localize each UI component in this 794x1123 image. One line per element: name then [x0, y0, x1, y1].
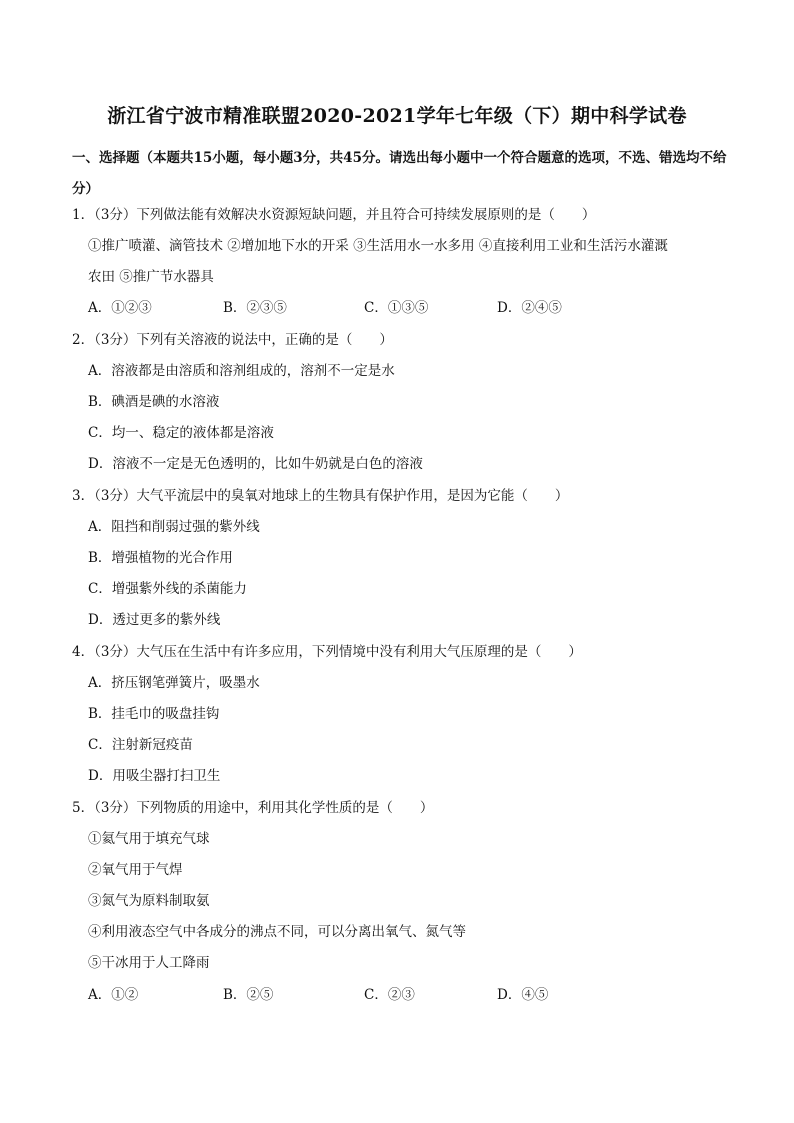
question-5-choice-c[interactable]: C．②③	[364, 987, 415, 1003]
question-5-item-4: ④利用液态空气中各成分的沸点不同，可以分离出氧气、氮气等	[88, 924, 466, 940]
question-3-choice-d[interactable]: D．透过更多的紫外线	[88, 612, 221, 628]
question-1-choice-c[interactable]: C．①③⑤	[364, 300, 429, 316]
question-5-choice-b[interactable]: B．②⑤	[223, 987, 274, 1003]
section-heading: 一、选择题（本题共15小题，每小题3分，共45分。请选出每小题中一个符合题意的选项，不选、错选均不给分）	[72, 150, 727, 197]
question-1-choices	[88, 298, 688, 318]
question-2-choice-c[interactable]: C．均一、稳定的液体都是溶液	[88, 425, 274, 441]
question-4-choice-d[interactable]: D．用吸尘器打扫卫生	[88, 768, 221, 784]
question-5-item-3: ③氮气为原料制取氨	[88, 893, 210, 909]
question-5-item-5: ⑤干冰用于人工降雨	[88, 955, 210, 971]
question-1-choice-b[interactable]: B．②③⑤	[223, 300, 287, 316]
question-4-stem: 4．（3分）大气压在生活中有许多应用，下列情境中没有利用大气压原理的是（ ）	[72, 644, 582, 660]
question-2-stem: 2．（3分）下列有关溶液的说法中，正确的是（ ）	[72, 332, 393, 348]
question-4-choice-c[interactable]: C．注射新冠疫苗	[88, 737, 193, 753]
question-3-choice-a[interactable]: A．阻挡和削弱过强的紫外线	[88, 519, 260, 535]
question-2-choice-b[interactable]: B．碘酒是碘的水溶液	[88, 394, 220, 410]
question-4-choice-b[interactable]: B．挂毛巾的吸盘挂钩	[88, 706, 220, 722]
question-5-item-1: ①氦气用于填充气球	[88, 831, 210, 847]
question-1-stem: 1．（3分）下列做法能有效解决水资源短缺问题，并且符合可持续发展原则的是（ ）	[72, 207, 596, 223]
question-4-choice-a[interactable]: A．挤压钢笔弹簧片，吸墨水	[88, 675, 260, 691]
question-3-choice-c[interactable]: C．增强紫外线的杀菌能力	[88, 581, 247, 597]
question-3-stem: 3．（3分）大气平流层中的臭氧对地球上的生物具有保护作用，是因为它能（ ）	[72, 488, 569, 504]
question-1-item-line-1: ①推广喷灌、滴管技术 ②增加地下水的开采 ③生活用水一水多用 ④直接利用工业和生活污水灌溉	[88, 238, 668, 254]
exam-title: 浙江省宁波市精准联盟2020-2021学年七年级（下）期中科学试卷	[107, 105, 687, 127]
question-5-stem: 5．（3分）下列物质的用途中，利用其化学性质的是（ ）	[72, 800, 434, 816]
question-3-choice-b[interactable]: B．增强植物的光合作用	[88, 550, 233, 566]
question-2-choice-a[interactable]: A．溶液都是由溶质和溶剂组成的，溶剂不一定是水	[88, 363, 395, 379]
question-5-choice-d[interactable]: D．④⑤	[497, 987, 549, 1003]
question-5-choice-a[interactable]: A．①②	[88, 987, 139, 1003]
question-1-item-line-2: 农田 ⑤推广节水器具	[88, 269, 214, 285]
question-2-choice-d[interactable]: D．溶液不一定是无色透明的，比如牛奶就是白色的溶液	[88, 456, 423, 472]
question-5-choices	[88, 985, 688, 1005]
question-1-choice-d[interactable]: D．②④⑤	[497, 300, 562, 316]
question-1-choice-a[interactable]: A．①②③	[88, 300, 152, 316]
question-5-item-2: ②氧气用于气焊	[88, 862, 183, 878]
